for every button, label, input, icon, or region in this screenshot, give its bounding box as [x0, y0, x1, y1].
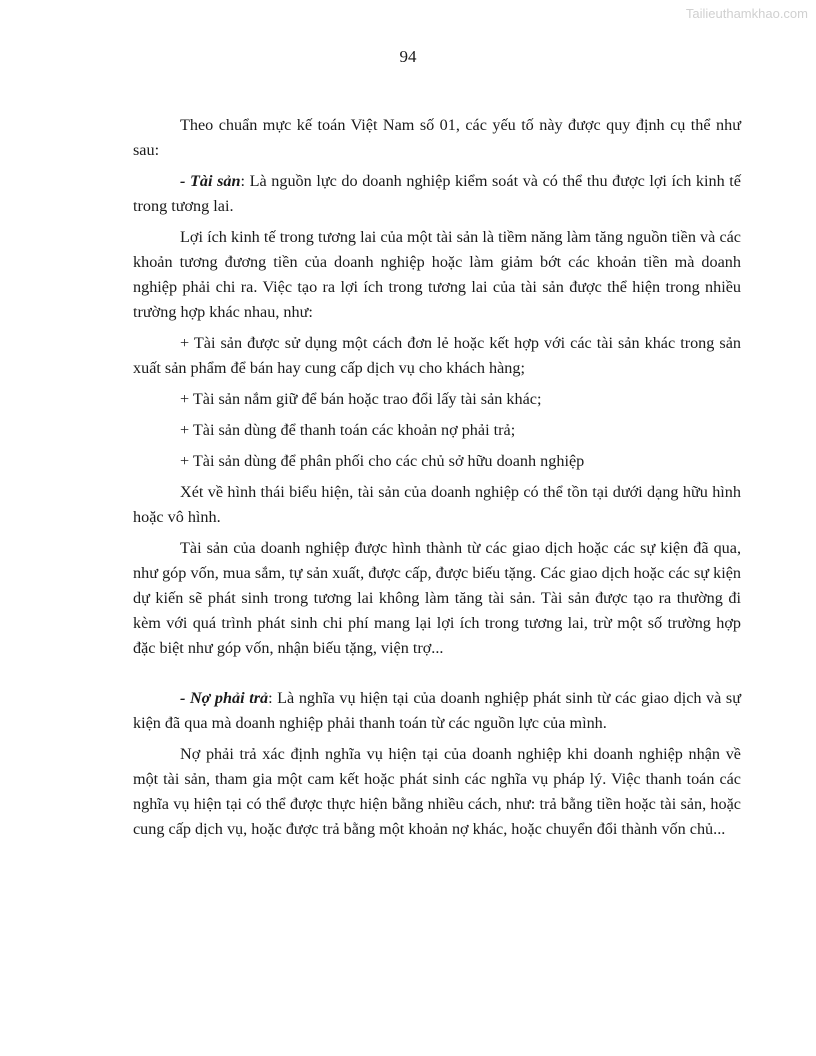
asset-origin-paragraph: Tài sản của doanh nghiệp được hình thành từ các giao dịch hoặc các sự kiện đã qua, như góp vốn, mua sắm, tự sản xuất, được cấp, được biếu tặng. Các giao dịch hoặc các sự kiện dự kiến sẽ phát sinh trong tương lai không làm tăng tài sản. Tài sản được tạo ra thường đi kèm với quá trình phát sinh chi phí mang lại lợi ích trong tương lai, trừ một số trường hợp đặc biệt như góp vốn, nhận biếu tặng, viện trợ... — [133, 539, 741, 657]
liability-detail-paragraph: Nợ phải trả xác định nghĩa vụ hiện tại của doanh nghiệp khi doanh nghiệp nhận về một tài sản, tham gia một cam kết hoặc phát sinh các nghĩa vụ pháp lý. Việc thanh toán các nghĩa vụ hiện tại có thể được thực hiện bằng nhiều cách, như: trả bằng tiền hoặc tài sản, hoặc cung cấp dịch vụ, hoặc được trả bằng một khoản nợ khác, hoặc chuyển đổi thành vốn chủ... — [133, 745, 741, 838]
bullet-item-3: + Tài sản dùng để thanh toán các khoản nợ phải trả; — [180, 421, 516, 439]
liability-definition-paragraph — [133, 686, 741, 736]
asset-definition-paragraph — [133, 169, 741, 219]
asset-form-paragraph: Xét về hình thái biểu hiện, tài sản của doanh nghiệp có thể tồn tại dưới dạng hữu hình hoặc vô hình. — [133, 483, 741, 526]
liability-term: - Nợ phải trả — [180, 689, 269, 707]
page-number: 94 — [399, 47, 417, 66]
bullet-item-4: + Tài sản dùng để phân phối cho các chủ sở hữu doanh nghiệp — [180, 452, 585, 470]
intro-paragraph: Theo chuẩn mực kế toán Việt Nam số 01, các yếu tố này được quy định cụ thể như sau: — [133, 116, 741, 159]
watermark: Tailieuthamkhao.com — [685, 6, 808, 21]
asset-term: - Tài sản — [180, 172, 241, 190]
document-body — [133, 113, 741, 848]
bullet-item-2: + Tài sản nắm giữ để bán hoặc trao đổi lấy tài sản khác; — [180, 390, 542, 408]
liability-definition: : Là nghĩa vụ hiện tại của doanh nghiệp phát sinh từ các giao dịch và sự kiện đã qua mà doanh nghiệp phải thanh toán từ các nguồn lực của mình. — [133, 689, 741, 732]
asset-definition: : Là nguồn lực do doanh nghiệp kiểm soát và có thể thu được lợi ích kinh tế trong tương lai. — [133, 172, 741, 215]
bullet-item-1: + Tài sản được sử dụng một cách đơn lẻ hoặc kết hợp với các tài sản khác trong sản xuất sản phẩm để bán hay cung cấp dịch vụ cho khách hàng; — [133, 334, 741, 377]
asset-benefit-paragraph: Lợi ích kinh tế trong tương lai của một tài sản là tiềm năng làm tăng nguồn tiền và các khoản tương đương tiền của doanh nghiệp hoặc làm giảm bớt các khoản tiền mà doanh nghiệp phải chi ra. Việc tạo ra lợi ích trong tương lai của tài sản được thể hiện trong nhiều trường hợp khác nhau, như: — [133, 228, 741, 321]
